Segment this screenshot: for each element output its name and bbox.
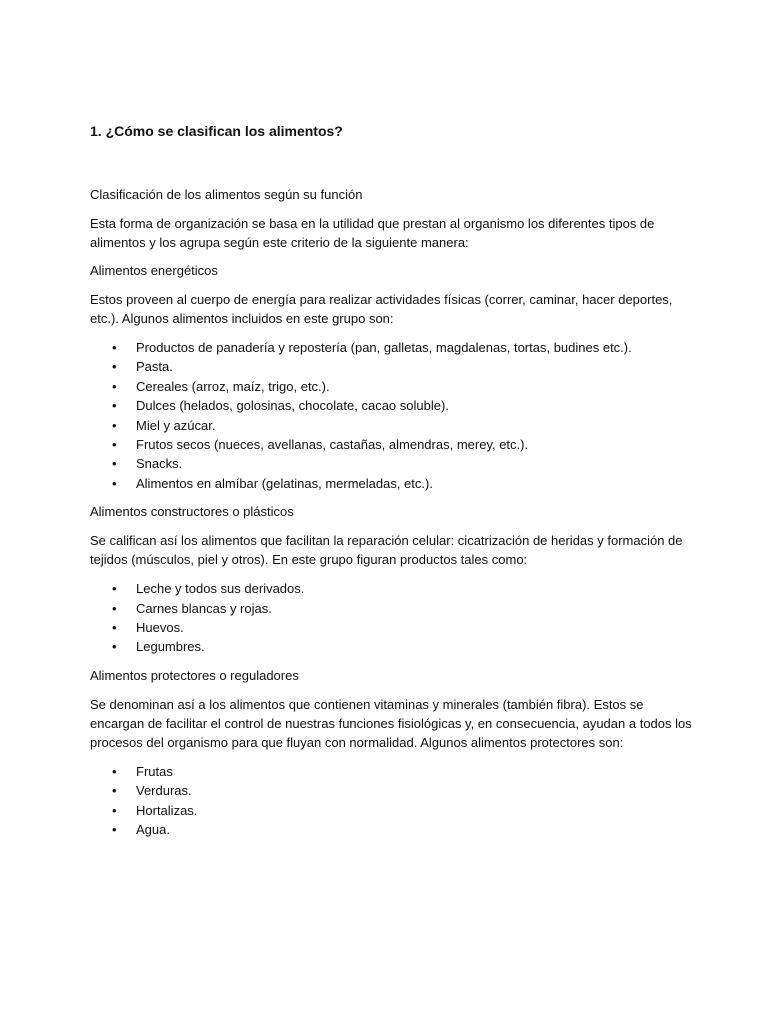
energeticos-heading: Alimentos energéticos [90,263,218,278]
list-item-text: Pasta. [136,359,173,375]
bullet-icon: • [112,639,117,655]
bullet-icon: • [112,763,117,779]
bullet-icon: • [112,398,117,414]
intro-paragraph: Esta forma de organización se basa en la utilidad que prestan al organismo los diferentes tipos de alimentos y los agrupa según este criterio de la siguiente manera: [90,216,655,250]
list-item [90,618,698,637]
list-item [90,435,698,454]
bullet-icon: • [112,822,117,838]
list-item [90,454,698,473]
list-item-text: Productos de panadería y repostería (pan, galletas, magdalenas, tortas, budines etc.). [136,340,632,355]
list-item-text: Dulces (helados, golosinas, chocolate, cacao soluble). [136,398,449,414]
bullet-icon: • [112,340,117,355]
list-item-text: Frutas [136,763,173,779]
list-item-text: Frutos secos (nueces, avellanas, castañas, almendras, merey, etc.). [136,437,529,453]
list-item [90,396,698,415]
protectores-paragraph: Se denominan así a los alimentos que contienen vitaminas y minerales (también fibra). Estos se encargan de facilitar el control de nuestras funciones fisiológicas y, en consecuencia, ayudan a todos los procesos del organismo para que fluyan con normalidad. Algunos alimentos protectores son: [90,696,692,750]
constructores-heading: Alimentos constructores o plásticos [90,504,294,520]
bullet-icon: • [112,783,117,799]
energeticos-list [90,338,698,493]
list-item [90,801,698,820]
list-item-text: Cereales (arroz, maíz, trigo, etc.). [136,378,330,394]
bullet-icon: • [112,475,117,491]
list-item [90,762,698,781]
constructores-list [90,579,698,657]
bullet-icon: • [112,456,117,472]
list-item [90,637,698,656]
bullet-icon: • [112,802,117,818]
list-item [90,781,698,800]
list-item-text: Agua. [136,822,170,838]
energeticos-paragraph: Estos proveen al cuerpo de energía para realizar actividades físicas (correr, caminar, hacer deportes, etc.). Algunos alimentos incluidos en este grupo son: [90,292,673,326]
bullet-icon: • [112,417,117,433]
list-item-text: Verduras. [136,783,192,799]
list-item [90,377,698,396]
list-item [90,416,698,435]
list-item-text: Carnes blancas y rojas. [136,600,272,616]
list-item-text: Leche y todos sus derivados. [136,581,305,597]
intro-heading: Clasificación de los alimentos según su función [90,187,363,202]
list-item-text: Alimentos en almíbar (gelatinas, mermeladas, etc.). [136,475,433,491]
document-title: 1. ¿Cómo se clasifican los alimentos? [90,123,343,139]
list-item-text: Legumbres. [136,639,205,655]
constructores-paragraph: Se califican así los alimentos que facilitan la reparación celular: cicatrización de heridas y formación de tejidos (músculos, piel y otros). En este grupo figuran productos tales como: [90,533,683,568]
list-item [90,474,698,493]
list-item [90,357,698,376]
protectores-list [90,762,698,840]
bullet-icon: • [112,581,117,597]
list-item [90,338,698,357]
list-item [90,599,698,618]
list-item [90,579,698,598]
list-item-text: Huevos. [136,620,184,636]
bullet-icon: • [112,620,117,636]
bullet-icon: • [112,378,117,394]
list-item-text: Miel y azúcar. [136,417,216,433]
bullet-icon: • [112,437,117,453]
protectores-heading: Alimentos protectores o reguladores [90,667,299,683]
list-item [90,820,698,839]
bullet-icon: • [112,359,117,375]
list-item-text: Snacks. [136,456,183,472]
list-item-text: Hortalizas. [136,802,198,818]
bullet-icon: • [112,600,117,616]
